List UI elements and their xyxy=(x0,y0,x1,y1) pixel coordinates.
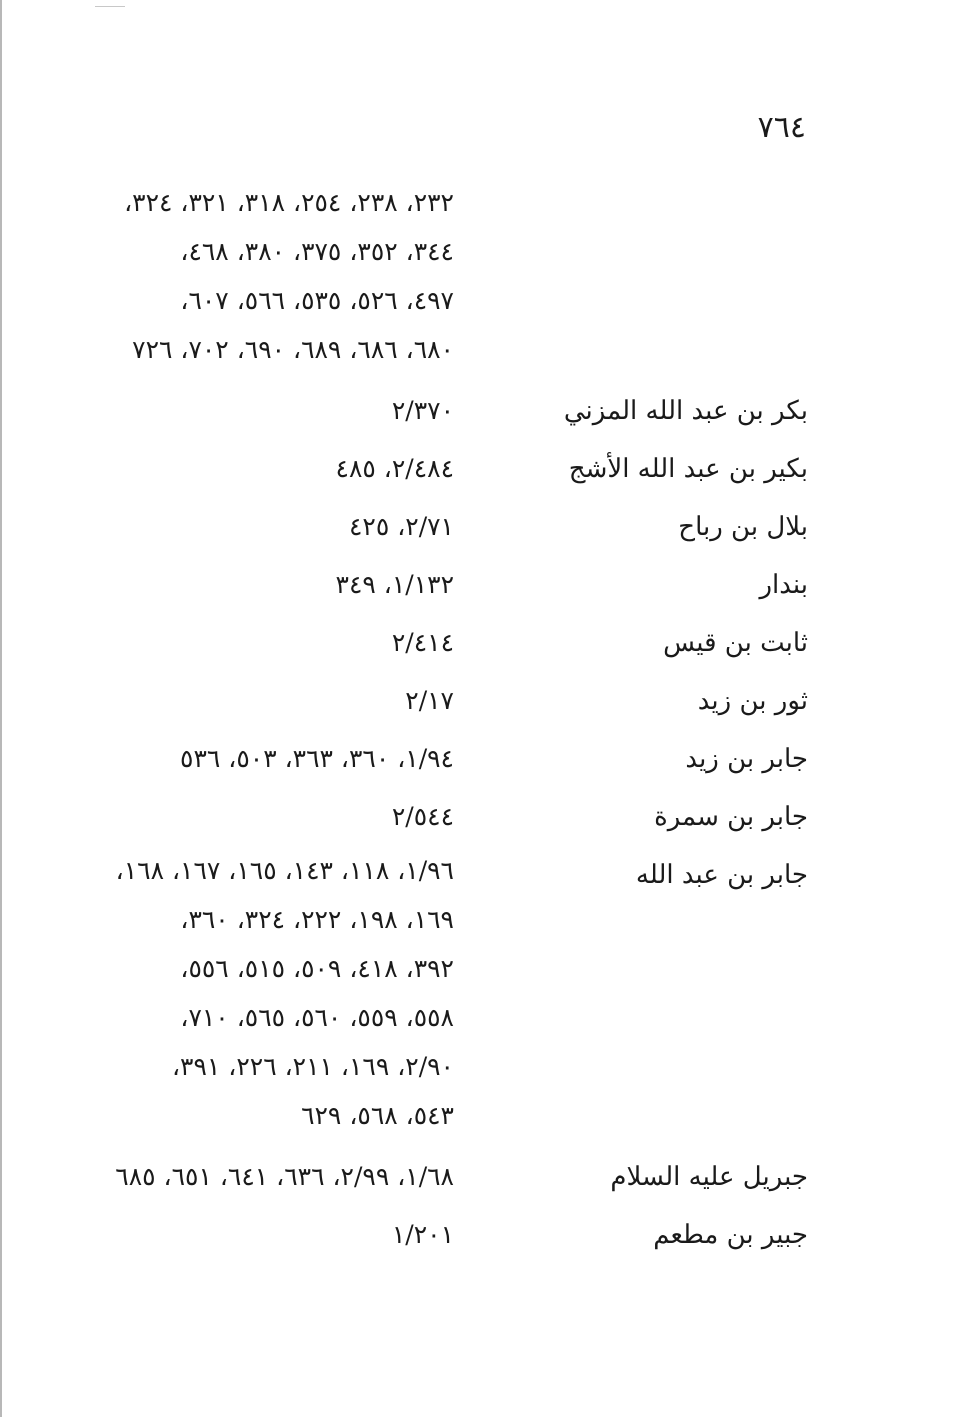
reference-line: ٥٤٣، ٥٦٨، ٦٢٩ xyxy=(301,1101,454,1130)
reference-line: ١/٩٤، ٣٦٠، ٣٦٣، ٥٠٣، ٥٣٦ xyxy=(180,744,454,773)
entry-references xyxy=(62,382,454,440)
index-entry xyxy=(0,556,976,614)
entry-name: ثور بن زيد xyxy=(697,686,808,716)
entry-references xyxy=(62,1206,454,1264)
index-entry xyxy=(0,846,976,1140)
reference-line: ٥٥٨، ٥٥٩، ٥٦٠، ٥٦٥، ٧١٠، xyxy=(180,1003,454,1032)
entry-name: جابر بن زيد xyxy=(685,744,808,774)
reference-line: ٢٣٢، ٢٣٨، ٢٥٤، ٣١٨، ٣٢١، ٣٢٤، xyxy=(124,188,454,217)
reference-line: ٢/١٧ xyxy=(405,686,454,715)
entry-name: جابر بن سمرة xyxy=(654,802,808,832)
entry-references xyxy=(62,440,454,498)
index-entry xyxy=(0,440,976,498)
reference-line: ١/٦٨، ٢/٩٩، ٦٣٦، ٦٤١، ٦٥١، ٦٨٥ xyxy=(115,1162,454,1191)
index-entry xyxy=(0,672,976,730)
entry-references xyxy=(62,498,454,556)
reference-line: ١/١٣٢، ٣٤٩ xyxy=(335,570,454,599)
page-number: ٧٦٤ xyxy=(757,110,806,145)
entry-name: بكر بن عبد الله المزني xyxy=(563,396,808,426)
index-entries xyxy=(0,178,976,1264)
reference-line: ٢/٩٠، ١٦٩، ٢١١، ٢٢٦، ٣٩١، xyxy=(171,1052,454,1081)
reference-line: ٢/٣٧٠ xyxy=(391,396,454,425)
reference-line: ٦٨٠، ٦٨٦، ٦٨٩، ٦٩٠، ٧٠٢، ٧٢٦ xyxy=(132,335,454,364)
reference-line: ١٦٩، ١٩٨، ٢٢٢، ٣٢٤، ٣٦٠، xyxy=(180,905,454,934)
reference-line: ٣٤٤، ٣٥٢، ٣٧٥، ٣٨٠، ٤٦٨، xyxy=(180,237,454,266)
entry-references xyxy=(62,556,454,614)
entry-references xyxy=(62,788,454,846)
reference-line: ١/٢٠١ xyxy=(391,1220,454,1249)
entry-name: ثابت بن قيس xyxy=(663,628,808,658)
reference-line: ٤٩٧، ٥٢٦، ٥٣٥، ٥٦٦، ٦٠٧، xyxy=(180,286,454,315)
entry-gap xyxy=(0,374,976,382)
entry-name: جابر بن عبد الله xyxy=(635,860,808,890)
entry-gap xyxy=(0,1140,976,1148)
index-entry xyxy=(0,382,976,440)
index-entry xyxy=(0,498,976,556)
entry-references xyxy=(62,846,454,1140)
entry-references xyxy=(62,730,454,788)
entry-references xyxy=(62,672,454,730)
reference-line: ٢/٥٤٤ xyxy=(391,802,454,831)
entry-name: بلال بن رباح xyxy=(678,512,808,542)
entry-name: جبير بن مطعم xyxy=(653,1220,808,1250)
reference-line: ٢/٤٨٤، ٤٨٥ xyxy=(335,454,454,483)
entry-references xyxy=(62,1148,454,1206)
entry-references xyxy=(62,178,454,374)
top-rule xyxy=(95,6,125,7)
index-entry xyxy=(0,788,976,846)
index-entry xyxy=(0,614,976,672)
entry-name: جبريل عليه السلام xyxy=(610,1162,808,1192)
index-entry xyxy=(0,1206,976,1264)
index-entry xyxy=(0,1148,976,1206)
entry-references xyxy=(62,614,454,672)
index-entry xyxy=(0,730,976,788)
entry-name: بندار xyxy=(759,570,808,600)
reference-line: ٢/٧١، ٤٢٥ xyxy=(348,512,454,541)
index-entry xyxy=(0,178,976,374)
reference-line: ٣٩٢، ٤١٨، ٥٠٩، ٥١٥، ٥٥٦، xyxy=(180,954,454,983)
reference-line: ١/٩٦، ١١٨، ١٤٣، ١٦٥، ١٦٧، ١٦٨، xyxy=(115,856,454,885)
reference-line: ٢/٤١٤ xyxy=(391,628,454,657)
entry-name: بكير بن عبد الله الأشج xyxy=(568,454,808,484)
